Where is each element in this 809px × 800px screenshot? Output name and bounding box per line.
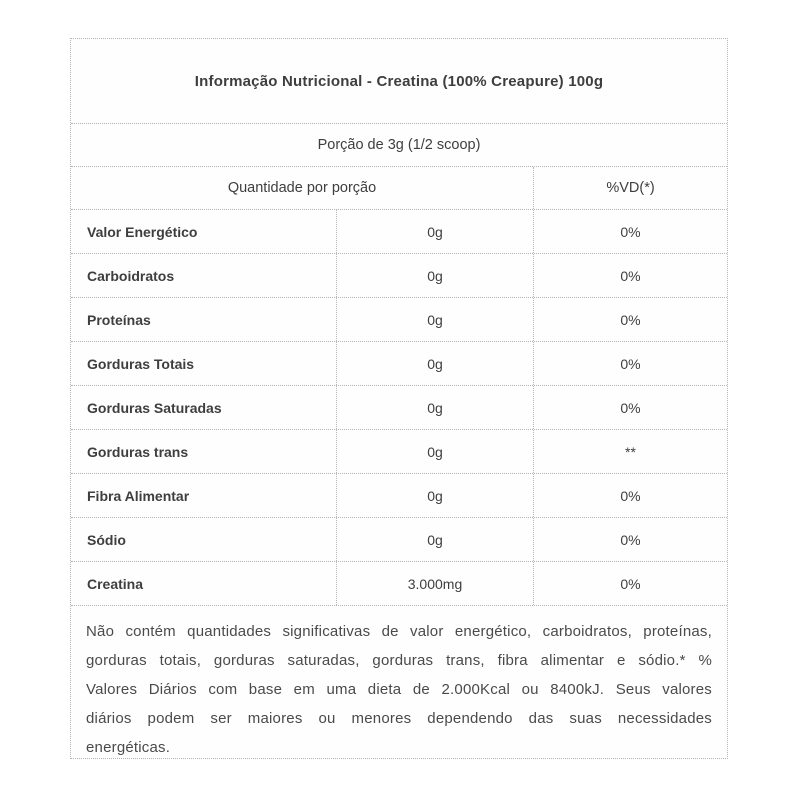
nutrient-label: Gorduras Saturadas [71,386,337,429]
nutrient-label: Proteínas [71,298,337,341]
nutrient-dv: ** [625,443,636,460]
nutrient-dv: 0% [620,267,641,284]
nutrient-quantity: 3.000mg [337,562,534,605]
nutrient-dv: 0% [620,355,641,372]
nutrient-quantity: 0g [337,342,534,385]
column-header-quantity: Quantidade por porção [71,167,534,209]
nutrient-dv: 0% [620,531,641,548]
table-row [71,430,727,474]
nutrient-dv: 0% [620,311,641,328]
table-row [71,342,727,386]
nutrient-label: Creatina [71,562,337,605]
serving-size: Porção de 3g (1/2 scoop) [71,124,727,167]
nutrient-quantity: 0g [337,298,534,341]
nutrient-quantity: 0g [337,518,534,561]
nutrient-label: Sódio [71,518,337,561]
nutrient-dv: 0% [620,575,641,592]
nutrient-quantity: 0g [337,430,534,473]
table-row [71,386,727,430]
nutrient-label: Valor Energético [71,210,337,253]
nutrient-label: Carboidratos [71,254,337,297]
nutrient-quantity: 0g [337,386,534,429]
table-row [71,562,727,606]
nutrient-quantity: 0g [337,474,534,517]
nutrient-label: Fibra Alimentar [71,474,337,517]
table-row [71,254,727,298]
nutrient-dv: 0% [620,223,641,240]
table-row [71,298,727,342]
column-header-dv: %VD(*) [606,180,655,196]
nutrient-dv: 0% [620,399,641,416]
nutrient-quantity: 0g [337,254,534,297]
nutrient-dv: 0% [620,487,641,504]
table-title: Informação Nutricional - Creatina (100% Creapure) 100g [71,39,727,124]
table-row [71,518,727,562]
nutrient-label: Gorduras Totais [71,342,337,385]
footnote-text: Não contém quantidades significativas de valor energético, carboidratos, proteínas, gorduras totais, gorduras saturadas, gorduras trans, fibra alimentar e sódio.* % Valores Diários com base em uma dieta de 2.000Kcal ou 8400kJ. Seus valores diários podem ser maiores ou menores dependendo das suas necessidades energéticas. [86,623,712,756]
column-header-row [71,167,727,210]
table-row [71,210,727,254]
nutrition-table [70,38,728,759]
table-row [71,474,727,518]
nutrient-quantity: 0g [337,210,534,253]
nutrient-label: Gorduras trans [71,430,337,473]
